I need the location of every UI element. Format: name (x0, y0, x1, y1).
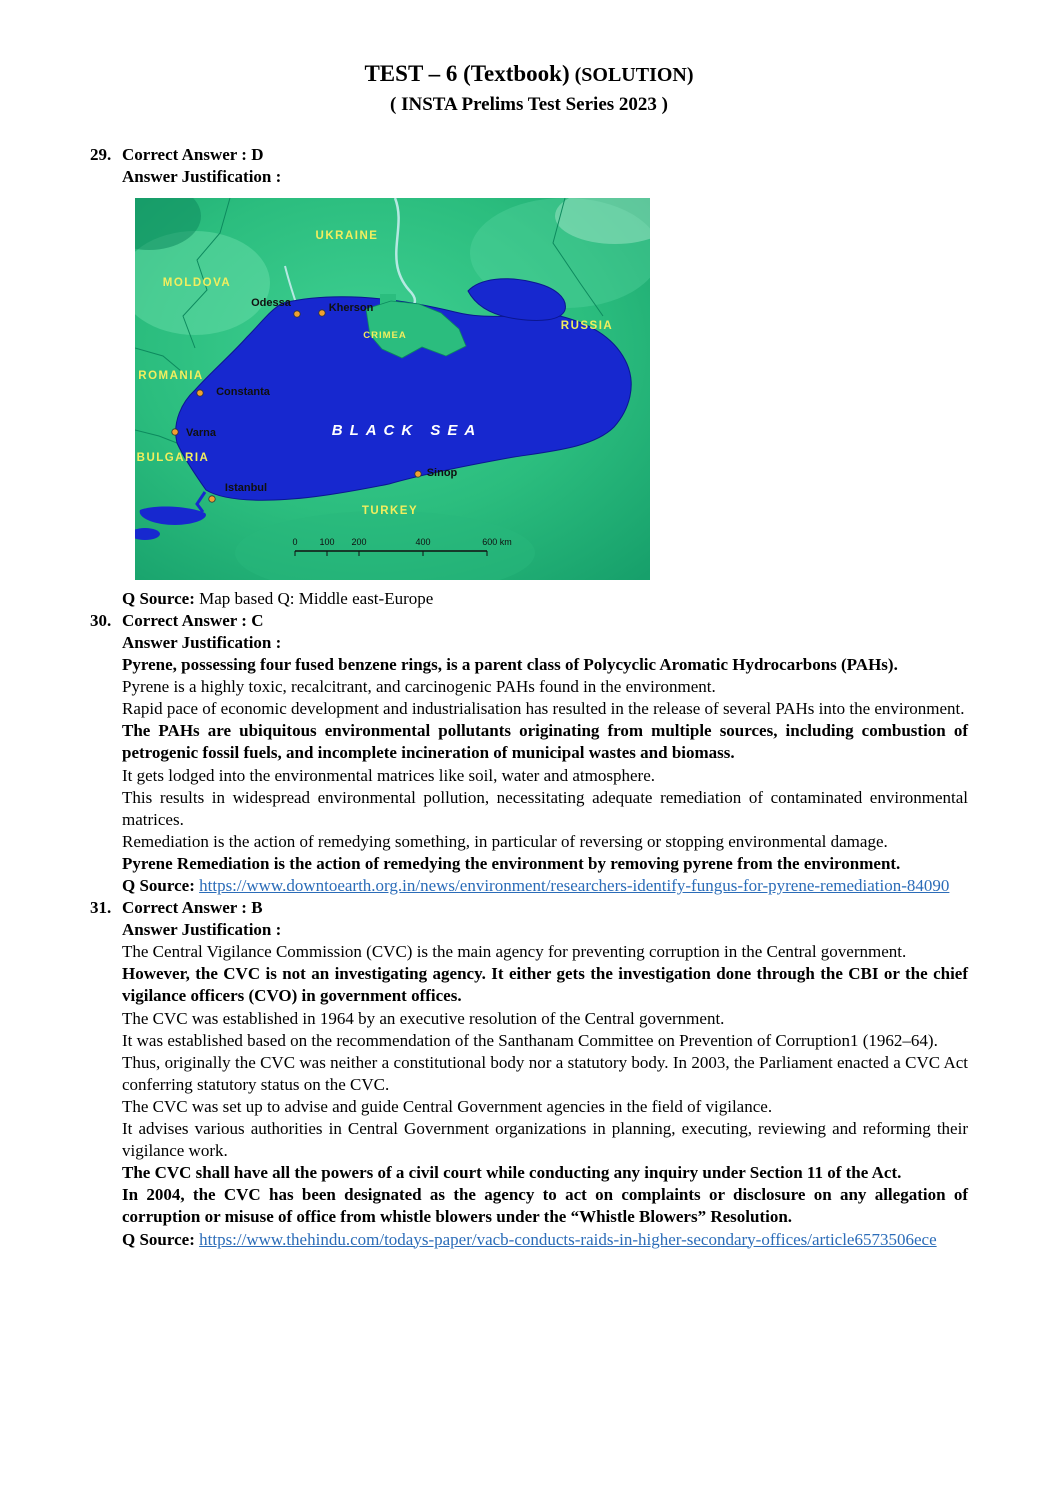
question-number: 31. (90, 898, 112, 918)
black-sea-map-image (135, 198, 650, 580)
city-dot-varna (172, 429, 178, 435)
source-link[interactable]: https://www.downtoearth.org.in/news/environment/researchers-identify-fungus-for-pyrene-remediation-84090 (199, 876, 950, 895)
question-30 (90, 610, 968, 897)
justification-paragraph: It gets lodged into the environmental matrices like soil, water and atmosphere. (122, 765, 655, 785)
source-text: Map based Q: Middle east-Europe (194, 588, 434, 608)
city-dot-odessa (294, 311, 300, 317)
city-dot-constanta (197, 390, 203, 396)
solutions-list (90, 144, 968, 1251)
source-label: Q Source: (122, 1229, 195, 1249)
document-title (90, 60, 968, 88)
justification-paragraph: The CVC was established in 1964 by an executive resolution of the Central government. (122, 1008, 725, 1028)
justification-label: Answer Justification : (122, 920, 282, 940)
map-label-bulgaria: BULGARIA (136, 451, 210, 464)
scale-label-100: 100 (319, 536, 335, 547)
justification-label: Answer Justification : (122, 166, 282, 186)
document-subtitle: ( INSTA Prelims Test Series 2023 ) (390, 93, 668, 115)
map-label-odessa: Odessa (251, 296, 291, 309)
justification-paragraph: The PAHs are ubiquitous environmental pollutants originating from multiple sources, including combustion of petrogenic fossil fuels, and incomplete incineration of municipal wastes and biomass. (122, 721, 968, 763)
source-label: Q Source: (122, 588, 195, 608)
justification-paragraph: The CVC was set up to advise and guide Central Government agencies in the field of vigilance. (122, 1096, 773, 1116)
correct-answer: Correct Answer : B (122, 898, 263, 918)
justification-paragraph: Pyrene, possessing four fused benzene rings, is a parent class of Polycyclic Aromatic Hydrocarbons (PAHs). (122, 655, 898, 675)
scale-label-0: 0 (292, 536, 298, 547)
city-dot-sinop (415, 471, 421, 477)
question-body (122, 144, 968, 610)
justification-paragraph: However, the CVC is not an investigating agency. It either gets the investigation done through the CBI or the chief vigilance officers (CVO) in government offices. (122, 964, 968, 1006)
black-sea-map (135, 198, 650, 580)
question-31 (90, 897, 968, 1251)
justification-paragraph: It was established based on the recommendation of the Santhanam Committee on Prevention of Corruption1 (1962–64). (122, 1030, 938, 1050)
map-label-russia: RUSSIA (560, 319, 614, 332)
justification-paragraph: It advises various authorities in Central Government organizations in planning, executing, reviewing and reforming their vigilance work. (122, 1119, 968, 1161)
map-label-ukraine: UKRAINE (315, 229, 379, 242)
map-label-kherson: Kherson (328, 301, 374, 314)
correct-answer: Correct Answer : C (122, 610, 264, 630)
document-header (90, 60, 968, 116)
justification-paragraph: The CVC shall have all the powers of a civil court while conducting any inquiry under Section 11 of the Act. (122, 1163, 902, 1183)
scale-label-600km: 600 km (482, 536, 512, 547)
justification-paragraph: This results in widespread environmental pollution, necessitating adequate remediation of contaminated environmental matrices. (122, 787, 968, 829)
map-label-turkey: TURKEY (361, 504, 419, 517)
map-label-sinop: Sinop (426, 466, 458, 479)
justification-paragraph: Pyrene Remediation is the action of remedying the environment by removing pyrene from the environment. (122, 853, 901, 873)
map-label-istanbul: Istanbul (224, 481, 268, 494)
scale-label-400: 400 (415, 536, 431, 547)
map-label-romania: ROMANIA (138, 369, 204, 382)
question-source (122, 875, 968, 897)
question-body (122, 610, 968, 897)
justification-label: Answer Justification : (122, 632, 282, 652)
scale-label-200: 200 (351, 536, 367, 547)
map-label-varna: Varna (186, 426, 216, 439)
justification-paragraph: In 2004, the CVC has been designated as the agency to act on complaints or disclosure on any allegation of corruption or misuse of office from whistle blowers under the “Whistle Blowers” Resolution. (122, 1185, 968, 1227)
justification-paragraph: Pyrene is a highly toxic, recalcitrant, and carcinogenic PAHs found in the environment. (122, 677, 716, 697)
justification-paragraph: Remediation is the action of remedying something, in particular of reversing or stopping environmental damage. (122, 831, 888, 851)
city-dot-istanbul (209, 496, 215, 502)
map-label-black-sea: BLACK SEA (331, 421, 483, 439)
question-source (122, 588, 968, 610)
question-number: 29. (90, 144, 112, 164)
title-suffix: (SOLUTION) (569, 64, 694, 86)
justification-paragraph: Thus, originally the CVC was neither a constitutional body nor a statutory body. In 2003, the Parliament enacted a CVC Act conferring statutory status on the CVC. (122, 1052, 968, 1094)
title-main: TEST – 6 (Textbook) (364, 61, 570, 86)
city-dot-kherson (319, 310, 325, 316)
correct-answer: Correct Answer : D (122, 144, 264, 164)
question-body (122, 897, 968, 1251)
question-source (122, 1229, 968, 1251)
map-label-crimea: CRIMEA (363, 329, 407, 341)
justification-paragraph: Rapid pace of economic development and industrialisation has resulted in the release of several PAHs into the environment. (122, 699, 965, 719)
map-label-constanta: Constanta (216, 385, 270, 398)
question-29 (90, 144, 968, 610)
justification-paragraph: The Central Vigilance Commission (CVC) is the main agency for preventing corruption in the Central government. (122, 942, 907, 962)
question-number: 30. (90, 610, 112, 630)
source-label: Q Source: (122, 876, 195, 895)
map-label-moldova: MOLDOVA (162, 276, 232, 289)
source-link[interactable]: https://www.thehindu.com/todays-paper/vacb-conducts-raids-in-higher-secondary-offices/article6573506ece (199, 1229, 937, 1249)
